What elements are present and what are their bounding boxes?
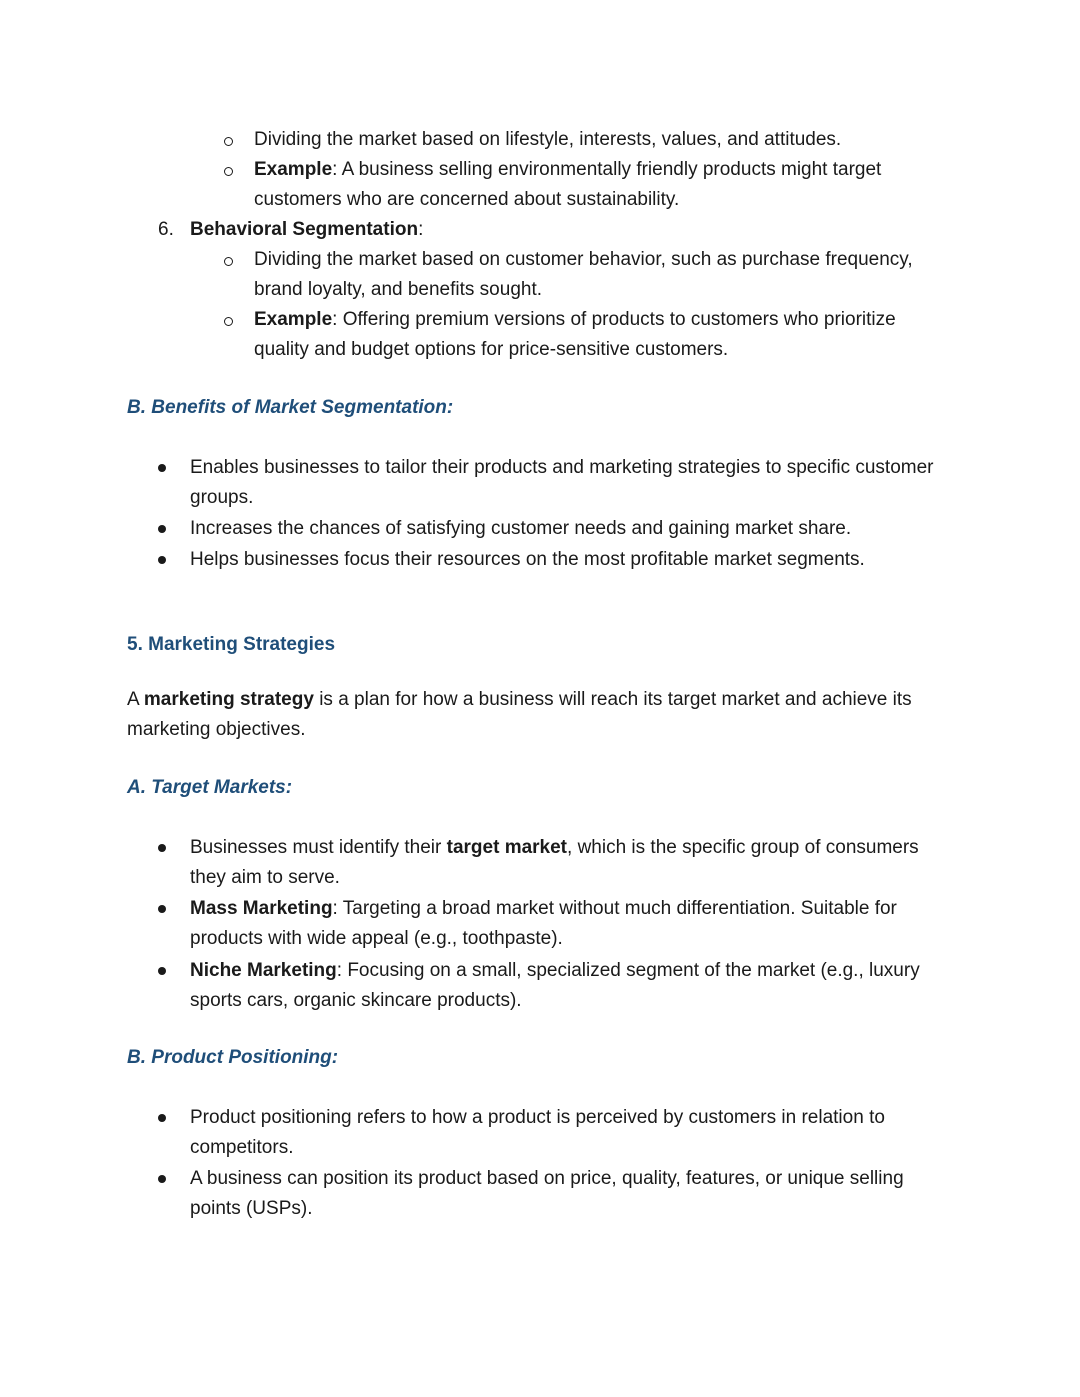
- intro-pre: A: [127, 689, 144, 710]
- list-number: 6.: [158, 219, 174, 240]
- example-text: : A business selling environmentally friendly products might target: [332, 159, 882, 180]
- target-item-cont: they aim to serve.: [190, 867, 340, 888]
- bullet-icon: [158, 844, 166, 852]
- mass-marketing-item: [190, 894, 897, 924]
- benefits-heading: B. Benefits of Market Segmentation:: [127, 397, 454, 418]
- positioning-item-cont: points (USPs).: [190, 1198, 313, 1219]
- strategy-intro: [127, 685, 912, 715]
- marketing-strategies-heading: 5. Marketing Strategies: [127, 634, 336, 655]
- niche-marketing-label: Niche Marketing: [190, 960, 337, 981]
- niche-marketing-cont: sports cars, organic skincare products).: [190, 990, 522, 1011]
- bullet-icon: [158, 464, 166, 472]
- bullet-icon: [158, 967, 166, 975]
- mass-marketing-cont: products with wide appeal (e.g., toothpaste).: [190, 928, 563, 949]
- target-post: , which is the specific group of consumers: [567, 837, 919, 858]
- behavioral-example: [254, 305, 896, 335]
- example-label: Example: [254, 159, 333, 180]
- niche-marketing-text: : Focusing on a small, specialized segment of the market (e.g., luxury: [336, 960, 920, 981]
- benefit-item: Enables businesses to tailor their products and marketing strategies to specific customer: [190, 457, 934, 478]
- positioning-item: Product positioning refers to how a product is perceived by customers in relation to: [190, 1107, 885, 1128]
- benefit-item: Helps businesses focus their resources on the most profitable market segments.: [190, 549, 865, 570]
- behavioral-title: [190, 215, 423, 245]
- sub-bullet-icon: [224, 167, 233, 176]
- benefit-item: Increases the chances of satisfying customer needs and gaining market share.: [190, 518, 852, 539]
- psychographic-example: [254, 155, 881, 185]
- mass-marketing-label: Mass Marketing: [190, 898, 333, 919]
- behavioral-title-text: Behavioral Segmentation: [190, 219, 419, 240]
- mass-marketing-text: : Targeting a broad market without much differentiation. Suitable for: [332, 898, 897, 919]
- target-item: [190, 833, 919, 863]
- sub-bullet-icon: [224, 137, 233, 146]
- target-markets-heading: A. Target Markets:: [127, 777, 293, 798]
- title-colon: :: [418, 219, 424, 240]
- bullet-icon: [158, 525, 166, 533]
- bullet-icon: [158, 556, 166, 564]
- psychographic-example-cont: customers who are concerned about sustainability.: [254, 189, 680, 210]
- behavioral-description: Dividing the market based on customer behavior, such as purchase frequency,: [254, 249, 913, 270]
- strategy-intro-cont: marketing objectives.: [127, 719, 306, 740]
- intro-bold: marketing strategy: [143, 689, 314, 710]
- niche-marketing-item: [190, 956, 920, 986]
- psychographic-description: Dividing the market based on lifestyle, interests, values, and attitudes.: [254, 129, 842, 150]
- bullet-icon: [158, 905, 166, 913]
- bullet-icon: [158, 1114, 166, 1122]
- sub-bullet-icon: [224, 317, 233, 326]
- positioning-item: A business can position its product based on price, quality, features, or unique selling: [190, 1168, 904, 1189]
- example-label: Example: [254, 309, 333, 330]
- target-bold: target market: [446, 837, 568, 858]
- target-pre: Businesses must identify their: [190, 837, 447, 858]
- product-positioning-heading: B. Product Positioning:: [127, 1047, 339, 1068]
- benefit-item-cont: groups.: [190, 487, 254, 508]
- intro-post: is a plan for how a business will reach its target market and achieve its: [313, 689, 912, 710]
- example-text: : Offering premium versions of products to customers who prioritize: [332, 309, 896, 330]
- behavioral-example-cont: quality and budget options for price-sensitive customers.: [254, 339, 729, 360]
- positioning-item-cont: competitors.: [190, 1137, 294, 1158]
- bullet-icon: [158, 1175, 166, 1183]
- sub-bullet-icon: [224, 257, 233, 266]
- behavioral-description-cont: brand loyalty, and benefits sought.: [254, 279, 543, 300]
